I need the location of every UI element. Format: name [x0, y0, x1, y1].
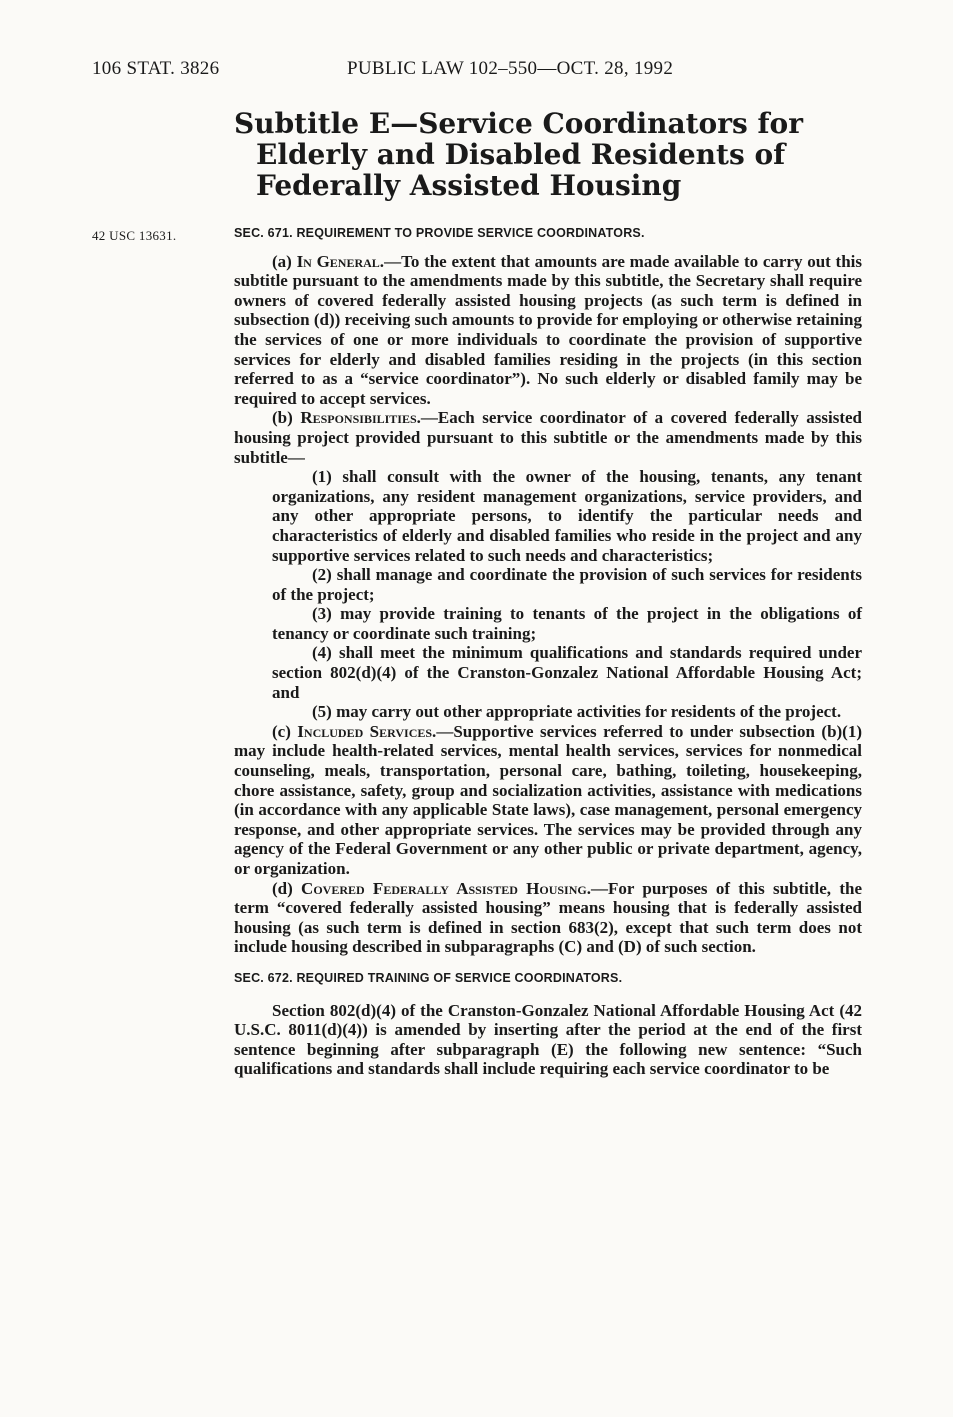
section-671-heading: SEC. 671. REQUIREMENT TO PROVIDE SERVICE COORDINATORS.: [234, 226, 645, 240]
section-672-heading: SEC. 672. REQUIRED TRAINING OF SERVICE COORDINATORS.: [234, 970, 623, 985]
subsection-a-heading: In General.: [296, 251, 385, 271]
subsection-a-label: (a): [272, 251, 297, 271]
subsection-a-text: —To the extent that amounts are made available to carry out this subtitle pursuant to the amendments made by this subtitle, the Secretary shall require owners of covered federally assisted housing projects (as such term is defined in subsection (d)) receiving such amounts to provide for employing or otherwise retaining the services of one or more individuals to coordinate the provision of supportive services for elderly and disabled families residing in the projects (in this section referred to as a “service coordinator”). No such elderly or disabled family may be required to accept services.: [234, 251, 863, 408]
public-law-citation: PUBLIC LAW 102–550—OCT. 28, 1992: [347, 58, 674, 79]
margin-citation: 42 USC 13631.: [92, 228, 177, 243]
paragraph-3: (3) may provide training to tenants of the project in the obligations of tenancy or coordinate such training;: [272, 604, 862, 643]
subsection-b-label: (b): [272, 408, 301, 428]
section-body: [234, 224, 862, 1079]
paragraph-5: (5) may carry out other appropriate activities for residents of the project.: [312, 702, 842, 722]
stat-page-number: 106 STAT. 3826: [92, 58, 220, 79]
paragraph-1: (1) shall consult with the owner of the housing, tenants, any tenant organizations, any resident management organizations, service providers, and any other appropriate persons, to identify the particular needs and characteristics of elderly and disabled families who reside in the project and any supportive services related to such needs and characteristics;: [272, 467, 862, 565]
subsection-d-text: —For purposes of this subtitle, the term “covered federally assisted housing” means housing that is federally assisted housing (as such term is defined in section 683(2), except that such term does not include housing described in subparagraphs (C) and (D) of such section.: [234, 878, 862, 957]
subsection-a: [234, 252, 862, 409]
paragraph-2: (2) shall manage and coordinate the provision of such services for residents of the project;: [272, 565, 862, 604]
subsection-c: [234, 722, 862, 879]
subsection-c-heading: Included Services.: [297, 721, 437, 741]
subsection-c-text: —Supportive services referred to under subsection (b)(1) may include health-related services, mental health services, services for nonmedical counseling, meals, transportation, personal care, bathing, toileting, housekeeping, chore assistance, safety, group and socialization activities, assistance with medications (in accordance with any applicable State laws), case management, personal emergency response, and other appropriate services. The services may be provided through any agency of the Federal Government or any other public or private department, agency, or organization.: [234, 721, 863, 878]
subsection-b-text: —Each service coordinator of a covered federally assisted housing project provided pursuant to this subtitle or the amendments made by this subtitle—: [234, 408, 862, 467]
subsection-b-heading: Responsibilities.: [300, 408, 421, 428]
section-672-text: Section 802(d)(4) of the Cranston-Gonzalez National Affordable Housing Act (42 U.S.C. 8011(d)(4)) is amended by inserting after the period at the end of the first sentence beginning after subparagraph (E) the following new sentence: “Such qualifications and standards shall include requiring each service coordinator to be: [234, 1000, 862, 1079]
subsection-d: [234, 879, 862, 957]
subsection-d-heading: Covered Federally Assisted Housing.: [301, 878, 591, 898]
subtitle-heading: Subtitle E—Service Coordinators for Elderly and Disabled Residents of Federally Assisted Housing: [234, 107, 803, 202]
subsection-d-label: (d): [272, 878, 302, 898]
subsection-b: [234, 408, 862, 467]
subsection-c-label: (c): [272, 721, 298, 741]
paragraph-4: (4) shall meet the minimum qualifications and standards required under section 802(d)(4) of the Cranston-Gonzalez National Affordable Housing Act; and: [272, 643, 862, 702]
